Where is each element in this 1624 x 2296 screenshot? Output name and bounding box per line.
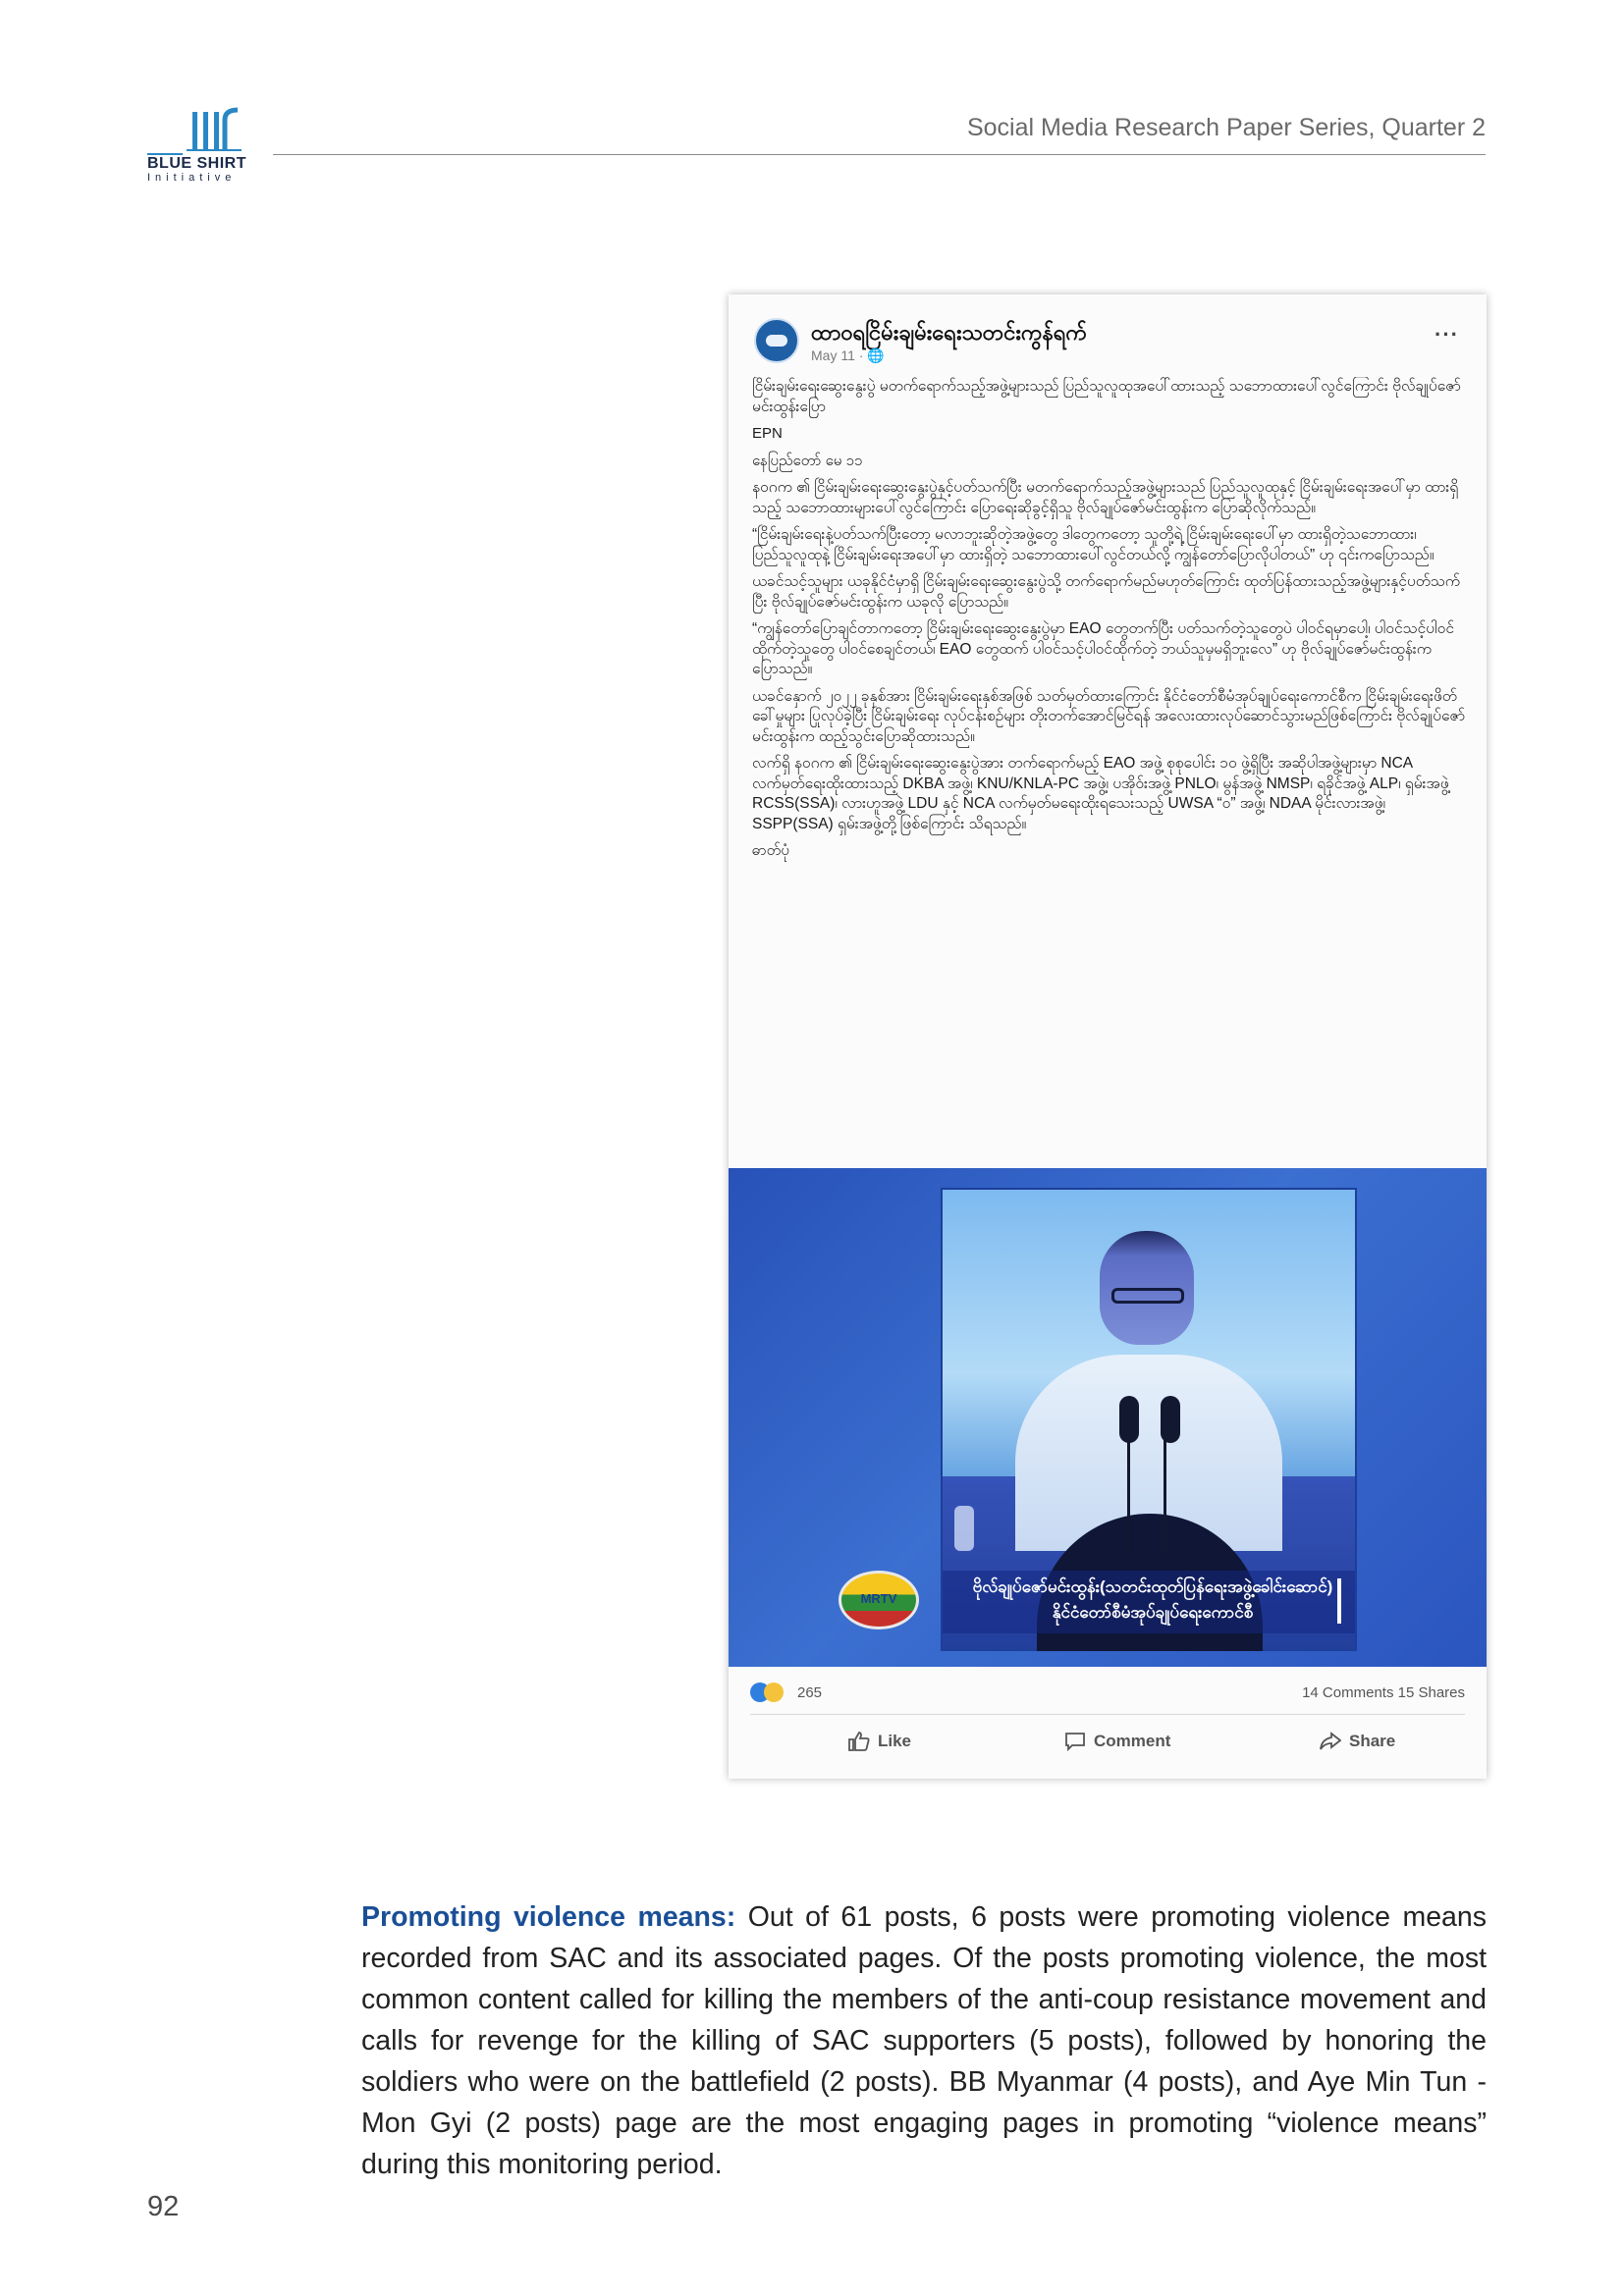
post-paragraph: EPN <box>752 425 783 442</box>
glasses-icon <box>1111 1288 1184 1304</box>
post-paragraph: “ငြိမ်းချမ်းရေးနဲ့ပတ်သက်ပြီးတော့ မလာဘူးဆိုတဲ့အဖွဲ့တွေ ဒါတွေကတော့ သူတို့ရဲ့ ငြိမ်းချမ်းရေးပေါ်မှာ ထားရှိတဲ့သဘောထား၊ ပြည်သူလူထုနဲ့ ငြိမ်းချမ်းရေးအပေါ်မှာ ထားရှိတဲ့ သဘောထားပေါ်လွင်တယ်လို့ ကျွန်တော်ပြောလိုပါတယ်” ဟု ၎င်းကပြောသည်။ <box>752 526 1435 563</box>
reactions <box>750 1682 789 1704</box>
comment-icon <box>1064 1732 1086 1751</box>
comment-button <box>1064 1732 1170 1751</box>
page-avatar <box>754 318 799 363</box>
post-paragraph: ယခင်သင့်သူများ ယခုနိုင်ငံမှာရှိ ငြိမ်းချမ်းရေးဆွေးနွေးပွဲသို့ တက်ရောက်မည်မဟုတ်ကြောင်း ထုတ်ပြန်ထားသည့်အဖွဲ့များနှင့်ပတ်သက်ပြီး ဗိုလ်ချုပ်ဇော်မင်းထွန်းက ယခုလို ပြောသည်။ <box>752 573 1460 611</box>
post-stats <box>750 1679 1465 1712</box>
more-options-icon: ··· <box>1435 322 1459 347</box>
body-paragraph <box>361 1896 1487 2185</box>
header-rule-accent <box>147 153 183 155</box>
post-paragraph: နဝဂက ၏ ငြိမ်းချမ်းရေးဆွေးနွေးပွဲနှင့်ပတ်သက်ပြီး မတက်ရောက်သည့်အဖွဲ့များသည် ပြည်သူလူထုနှင့် ငြိမ်းချမ်းရေးအပေါ်မှာ ထားရှိသည့် သဘောထားများပေါ်လွင်ကြောင်း ပြောရေးဆိုခွင့်ရှိသူ ဗိုလ်ချုပ်ဇော်မင်းထွန်းက ပြောဆိုလိုက်သည်။ <box>752 479 1459 516</box>
post-paragraph: ဓာတ်ပုံ <box>752 842 789 859</box>
reactions-count: 265 <box>797 1684 823 1701</box>
header-rule <box>273 154 1486 155</box>
post-paragraph: နေပြည်တော် မေ ၁၁ <box>752 452 863 469</box>
section-lead: Promoting violence means: <box>361 1900 736 1933</box>
microphone-icon <box>1119 1396 1139 1443</box>
post-paragraph: ယခင်နှောက် ၂၀၂၂ ခုနှစ်အား ငြိမ်းချမ်းရေးနှစ်အဖြစ် သတ်မှတ်ထားကြောင်း နိုင်ငံတော်စီမံအုပ်ချုပ်ရေးကောင်စီက ငြိမ်းချမ်းရေးဖိတ်ခေါ်မှုများ ပြုလုပ်ခဲ့ပြီး ငြိမ်းချမ်းရေး လုပ်ငန်းစဉ်များ တိုးတက်အောင်မြင်ရန် အလေးထားလုပ်ဆောင်သွားမည်ဖြစ်ကြောင်း ဗိုလ်ချုပ်ဇော်မင်းထွန်းက ထည့်သွင်းပြောဆိုထားသည်။ <box>752 687 1465 745</box>
channel-logo-text: MRTV <box>860 1591 897 1606</box>
post-text <box>752 377 1465 1164</box>
body-text: Out of 61 posts, 6 posts were promoting violence means recorded from SAC and its associated pages. Of the posts promoting violence, the most common content called for killing the members of the anti-coup resistance movement and calls for revenge for the killing of SAC supporters (5 posts), followed by honoring the soldiers who were on the battlefield (2 posts). BB Myanmar (4 posts), and Aye Min Tun - Mon Gyi (2 posts) page are the most engaging pages in promoting “violence means” during this monitoring period. <box>361 1900 1487 2180</box>
caption-line-2: နိုင်ငံတော်စီမံအုပ်ချုပ်ရေးကောင်စီ <box>1052 1603 1254 1622</box>
haha-reaction-icon <box>764 1682 784 1702</box>
logo-subtitle: Initiative <box>147 172 237 184</box>
share-icon <box>1320 1732 1341 1751</box>
like-label: Like <box>878 1732 912 1750</box>
page-number: 92 <box>147 2191 180 2222</box>
comment-label: Comment <box>1094 1732 1171 1750</box>
post-date: May 11 · 🌐 <box>811 347 885 363</box>
blue-shirt-logo <box>147 106 285 184</box>
facebook-post-screenshot <box>729 294 1487 1779</box>
caption-line-1: ဗိုလ်ချုပ်ဇော်မင်းထွန်း(သတင်းထုတ်ပြန်ရေးအဖွဲ့ခေါင်းဆောင်) <box>972 1577 1333 1596</box>
mrtv-logo <box>839 1571 919 1629</box>
columns-logo-icon <box>187 106 242 151</box>
post-photo <box>729 1168 1487 1667</box>
thumbs-up-icon <box>848 1732 870 1751</box>
post-actions <box>750 1732 1465 1765</box>
post-header <box>754 318 1467 371</box>
series-title: Social Media Research Paper Series, Quarter 2 <box>966 114 1486 141</box>
logo-title: BLUE SHIRT <box>147 155 246 172</box>
page-name: ထာဝရငြိမ်းချမ်းရေးသတင်းကွန်ရက် <box>811 320 1088 345</box>
post-paragraph: လက်ရှိ နဝဂက ၏ ငြိမ်းချမ်းရေးဆွေးနွေးပွဲအား တက်ရောက်မည့် EAO အဖွဲ့ စုစုပေါင်း ၁၀ ဖွဲ့ရှိပြီး အဆိုပါအဖွဲ့များမှာ NCA လက်မှတ်ရေးထိုးထားသည့် DKBA အဖွဲ့၊ KNU/KNLA-PC အဖွဲ့၊ ပအိုဝ်းအဖွဲ့ PNLO၊ မွန်အဖွဲ့ NMSP၊ ရခိုင်အဖွဲ့ ALP၊ ရှမ်းအဖွဲ့ RCSS(SSA)၊ လားဟူအဖွဲ့ LDU နှင့် NCA လက်မှတ်မရေးထိုးရသေးသည့် UWSA “ဝ” အဖွဲ့၊ NDAA မိုင်းလားအဖွဲ့၊ SSPP(SSA) ရှမ်းအဖွဲ့တို့ဖြစ်ကြောင်း သိရသည်။ <box>752 755 1449 832</box>
microphone-icon <box>1161 1396 1180 1443</box>
share-button <box>1320 1732 1395 1751</box>
water-bottle <box>954 1506 974 1551</box>
share-label: Share <box>1349 1732 1396 1750</box>
post-divider <box>750 1714 1465 1715</box>
mic-stand <box>1127 1435 1166 1553</box>
tv-caption-bar <box>943 1571 1355 1633</box>
post-paragraph: “ကျွန်တော်ပြောချင်တာကတော့ ငြိမ်းချမ်းရေးဆွေးနွေးပွဲမှာ EAO တွေတက်ပြီး ပတ်သက်တဲ့သူတွေပဲ ပါဝင်ရမှာပေါ့၊ ပါဝင်သင့်ပါဝင်ထိုက်တဲ့သူတွေ ပါဝင်စေချင်တယ်၊ EAO တွေထက် ပါဝင်သင့်ပါဝင်ထိုက်တဲ့ ဘယ်သူမှမရှိဘူးလေ” ဟု ဗိုလ်ချုပ်ဇော်မင်းထွန်းက ပြောသည်။ <box>752 620 1454 677</box>
like-button <box>848 1732 911 1751</box>
comments-shares-count: 14 Comments 15 Shares <box>1302 1684 1465 1701</box>
post-paragraph: ငြိမ်းချမ်းရေးဆွေးနွေးပွဲ မတက်ရောက်သည့်အဖွဲ့များသည် ပြည်သူလူထုအပေါ်ထားသည့် သဘောထားပေါ်လွင်ကြောင်း ဗိုလ်ချုပ်ဇော်မင်းထွန်းပြော <box>752 378 1461 415</box>
